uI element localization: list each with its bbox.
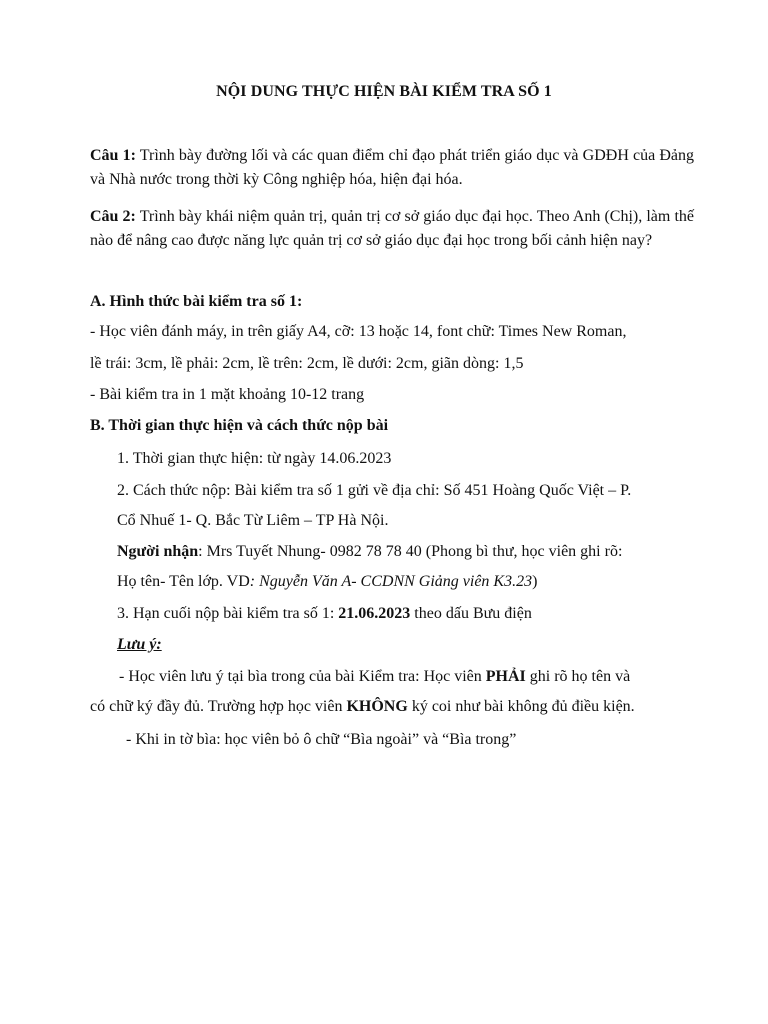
section-a-heading: A. Hình thức bài kiểm tra số 1:: [90, 293, 303, 310]
recipient-line-2: Họ tên- Tên lớp. VD: Nguyễn Văn A- CCDNN Giảng viên K3.23): [117, 573, 538, 590]
deadline-date: 21.06.2023: [338, 605, 411, 622]
note-2: - Khi in tờ bìa: học viên bỏ ô chữ “Bìa ngoài” và “Bìa trong”: [126, 731, 517, 748]
section-a-line-2: lề trái: 3cm, lề phải: 2cm, lề trên: 2cm, lề dưới: 2cm, giãn dòng: 1,5: [90, 355, 524, 372]
note-label: Lưu ý:: [117, 636, 162, 653]
question-1: [90, 144, 694, 192]
note-1: - Học viên lưu ý tại bìa trong của bài Kiểm tra: Học viên PHẢI ghi rõ họ tên và: [119, 668, 631, 685]
question-2: [90, 205, 694, 253]
question-2-label: Câu 2:: [90, 208, 136, 225]
note-1-cont: có chữ ký đầy đủ. Trường hợp học viên KHÔNG ký coi như bài không đủ điều kiện.: [90, 698, 635, 715]
document-title: NỘI DUNG THỰC HIỆN BÀI KIỂM TRA SỐ 1: [216, 83, 552, 100]
section-b-item-1: 1. Thời gian thực hiện: từ ngày 14.06.2023: [117, 450, 392, 467]
section-b-item-3: 3. Hạn cuối nộp bài kiểm tra số 1: 21.06.2023 theo dấu Bưu điện: [117, 605, 532, 622]
section-a-line-1: - Học viên đánh máy, in trên giấy A4, cỡ: 13 hoặc 14, font chữ: Times New Roman,: [90, 323, 627, 340]
recipient-label: Người nhận: [117, 543, 199, 560]
section-b-item-2-cont: Cổ Nhuế 1- Q. Bắc Từ Liêm – TP Hà Nội.: [117, 512, 389, 529]
section-b-heading: B. Thời gian thực hiện và cách thức nộp bài: [90, 417, 389, 434]
recipient-line: Người nhận: Mrs Tuyết Nhung- 0982 78 78 40 (Phong bì thư, học viên ghi rõ:: [117, 543, 623, 560]
section-b-item-2: 2. Cách thức nộp: Bài kiểm tra số 1 gửi về địa chỉ: Số 451 Hoàng Quốc Việt – P.: [117, 482, 632, 499]
recipient-example: : Nguyễn Văn A- CCDNN Giảng viên K3.23: [249, 573, 533, 590]
question-1-label: Câu 1:: [90, 147, 136, 164]
section-a-line-3: - Bài kiểm tra in 1 mặt khoảng 10-12 trang: [90, 386, 365, 403]
question-2-text: Trình bày khái niệm quản trị, quản trị cơ sở giáo dục đại học. Theo Anh (Chị), làm thế nào để nâng cao được năng lực quản trị cơ sở giáo dục đại học trong bối cảnh hiện nay?: [90, 208, 694, 249]
question-1-text: Trình bày đường lối và các quan điểm chỉ đạo phát triển giáo dục và GDĐH của Đảng và Nhà nước trong thời kỳ Công nghiệp hóa, hiện đại hóa.: [90, 147, 695, 188]
